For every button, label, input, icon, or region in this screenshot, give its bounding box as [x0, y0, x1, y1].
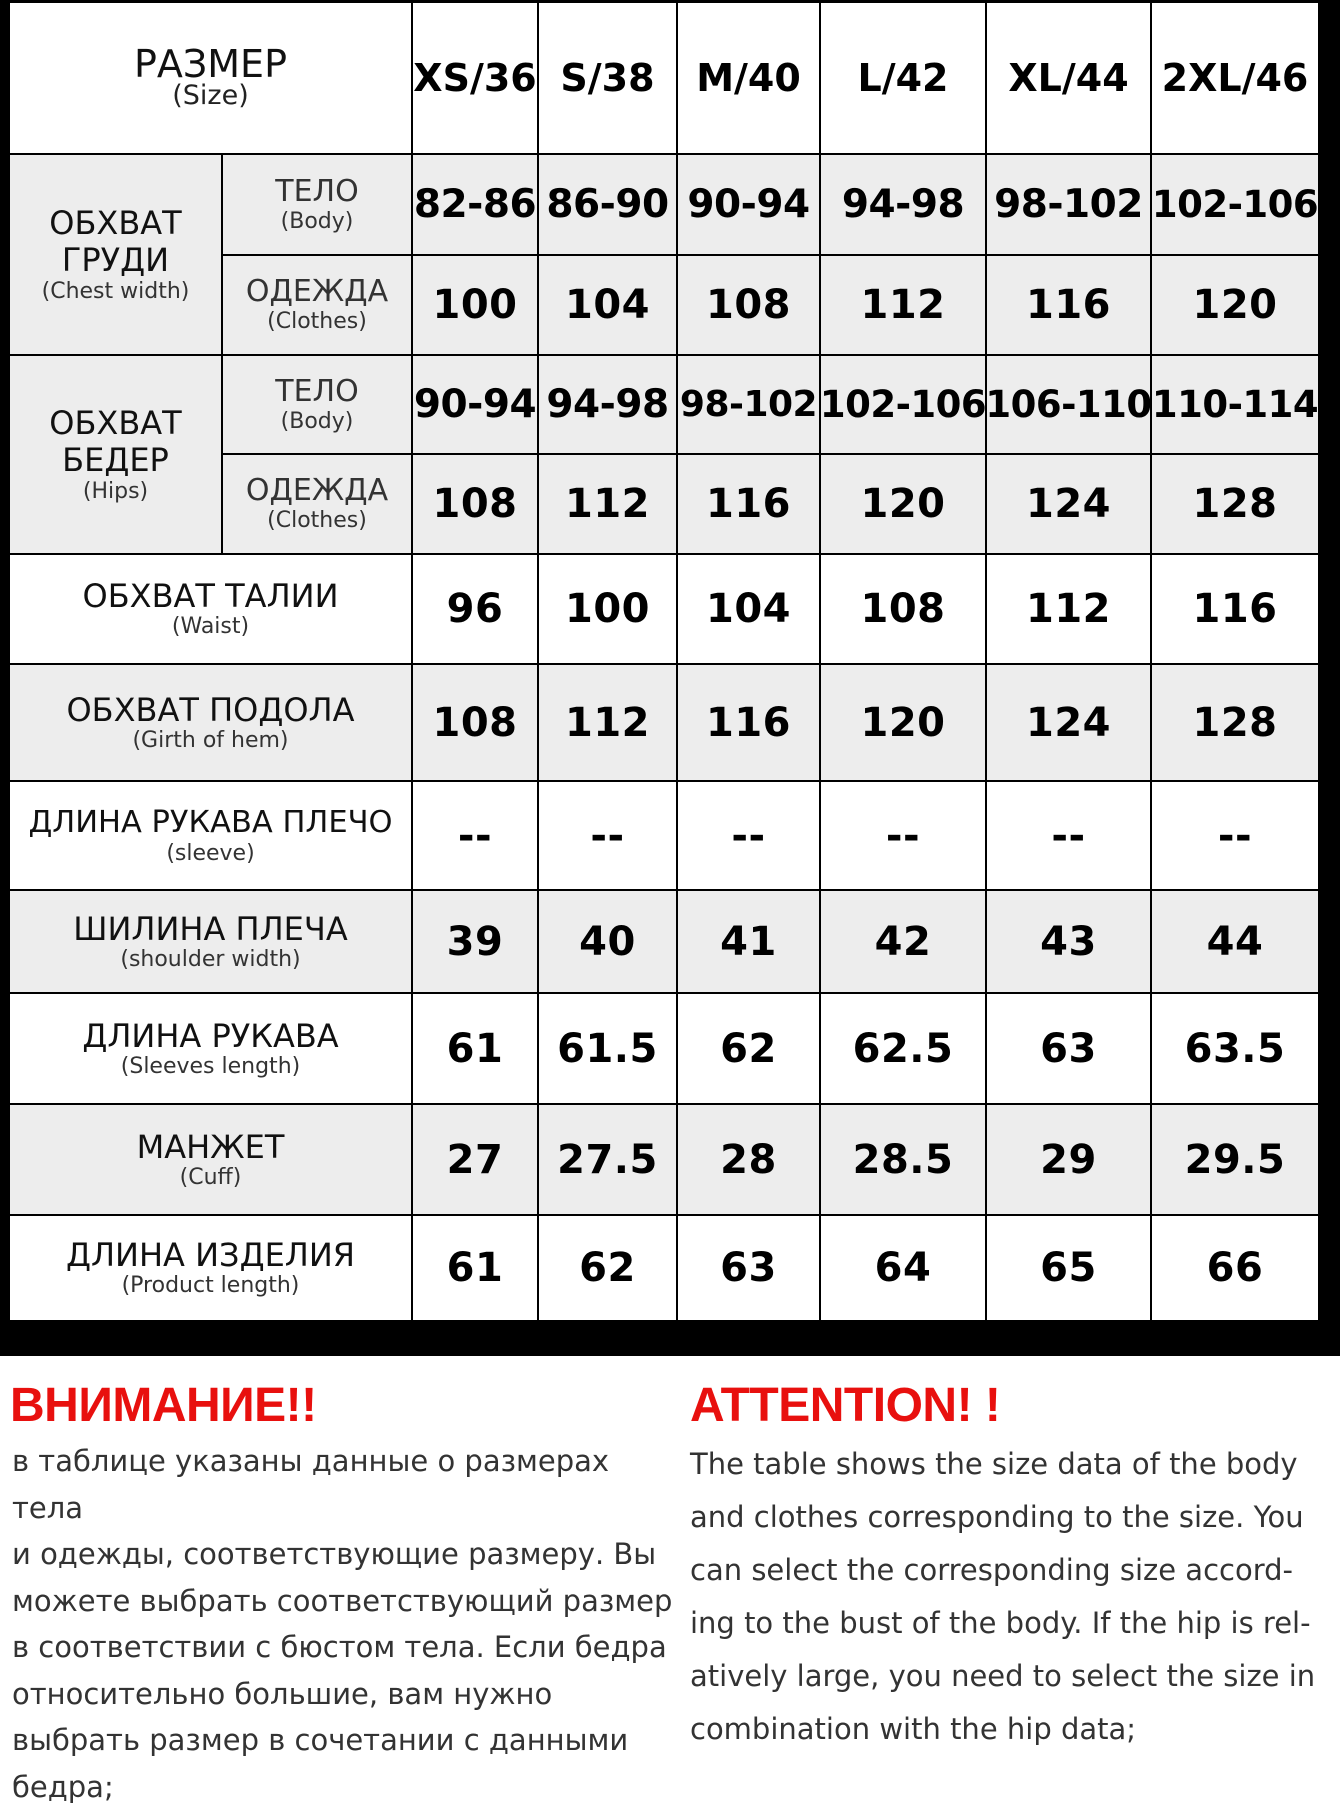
table-cell: 108 — [413, 455, 539, 555]
table-cell: 110-114 — [1152, 356, 1320, 455]
note-line: относительно большие, вам нужно — [12, 1671, 677, 1718]
table-cell: 116 — [678, 665, 821, 782]
shoulder-sleeve-label: ДЛИНА РУКАВА ПЛЕЧО (sleeve) — [10, 782, 413, 891]
note-line: можете выбрать соответствующий размер — [12, 1578, 677, 1625]
table-cell: 82-86 — [413, 155, 539, 256]
table-cell: 63.5 — [1152, 994, 1320, 1105]
table-cell: 61.5 — [539, 994, 678, 1105]
table-cell: 120 — [821, 665, 987, 782]
table-cell: 108 — [821, 555, 987, 665]
size-col-header: 2XL/46 — [1152, 3, 1320, 155]
table-cell: 124 — [987, 665, 1152, 782]
table-cell: 43 — [987, 891, 1152, 994]
table-cell: 65 — [987, 1216, 1152, 1322]
chest-body-label: ТЕЛО (Body) — [223, 155, 413, 256]
table-cell: 104 — [539, 256, 678, 356]
table-cell: 120 — [1152, 256, 1320, 356]
table-cell: 116 — [987, 256, 1152, 356]
table-cell: 106-110 — [987, 356, 1152, 455]
table-cell: 104 — [678, 555, 821, 665]
table-cell: 61 — [413, 1216, 539, 1322]
size-col-header: S/38 — [539, 3, 678, 155]
cuff-label: МАНЖЕТ (Cuff) — [10, 1105, 413, 1216]
size-header-cell — [10, 3, 413, 155]
chest-clothes-label: ОДЕЖДА (Clothes) — [223, 256, 413, 356]
attention-title-en: ATTENTION! ! — [690, 1378, 1000, 1433]
table-cell: 63 — [678, 1216, 821, 1322]
table-cell: 100 — [539, 555, 678, 665]
attention-text-ru — [12, 1438, 677, 1810]
table-cell: 124 — [987, 455, 1152, 555]
attention-text-en — [690, 1438, 1330, 1756]
sleeve-length-label: ДЛИНА РУКАВА (Sleeves length) — [10, 994, 413, 1105]
table-cell: -- — [987, 782, 1152, 891]
table-cell: 44 — [1152, 891, 1320, 994]
table-cell: 61 — [413, 994, 539, 1105]
table-cell: 98-102 — [987, 155, 1152, 256]
table-cell: 41 — [678, 891, 821, 994]
table-cell: 27 — [413, 1105, 539, 1216]
table-cell: 64 — [821, 1216, 987, 1322]
table-cell: 42 — [821, 891, 987, 994]
table-cell: 29.5 — [1152, 1105, 1320, 1216]
note-line: бедра; — [12, 1764, 677, 1810]
note-line: atively large, you need to select the size in — [690, 1650, 1330, 1703]
table-cell: 39 — [413, 891, 539, 994]
table-cell: 29 — [987, 1105, 1152, 1216]
table-cell: 102-106 — [1152, 155, 1320, 256]
table-cell: 108 — [413, 665, 539, 782]
hips-clothes-label: ОДЕЖДА (Clothes) — [223, 455, 413, 555]
size-col-header: XS/36 — [413, 3, 539, 155]
note-line: в соответствии с бюстом тела. Если бедра — [12, 1624, 677, 1671]
table-cell: 28.5 — [821, 1105, 987, 1216]
note-line: and clothes corresponding to the size. You — [690, 1491, 1330, 1544]
note-line: combination with the hip data; — [690, 1703, 1330, 1756]
note-line: ing to the bust of the body. If the hip is rel- — [690, 1597, 1330, 1650]
table-cell: 128 — [1152, 665, 1320, 782]
table-cell: 62 — [678, 994, 821, 1105]
table-cell: -- — [1152, 782, 1320, 891]
hips-body-label: ТЕЛО (Body) — [223, 356, 413, 455]
table-cell: -- — [413, 782, 539, 891]
table-cell: 62 — [539, 1216, 678, 1322]
note-line: can select the corresponding size accord- — [690, 1544, 1330, 1597]
table-cell: 27.5 — [539, 1105, 678, 1216]
attention-title-ru: ВНИМАНИЕ!! — [10, 1378, 317, 1433]
table-cell: -- — [821, 782, 987, 891]
table-cell: 28 — [678, 1105, 821, 1216]
table-cell: 100 — [413, 256, 539, 356]
table-cell: 112 — [987, 555, 1152, 665]
table-cell: 94-98 — [821, 155, 987, 256]
size-col-header: L/42 — [821, 3, 987, 155]
table-cell: 128 — [1152, 455, 1320, 555]
table-cell: -- — [678, 782, 821, 891]
table-cell: 94-98 — [539, 356, 678, 455]
table-cell: 112 — [539, 455, 678, 555]
table-cell: 96 — [413, 555, 539, 665]
size-header-en: (Size) — [172, 82, 249, 110]
note-line: выбрать размер в сочетании с данными — [12, 1717, 677, 1764]
table-cell: 90-94 — [413, 356, 539, 455]
table-cell: 116 — [1152, 555, 1320, 665]
size-table — [10, 3, 1332, 1356]
table-cell: 102-106 — [821, 356, 987, 455]
shoulder-width-label: ШИЛИНА ПЛЕЧА (shoulder width) — [10, 891, 413, 994]
table-cell: 62.5 — [821, 994, 987, 1105]
table-cell: 86-90 — [539, 155, 678, 256]
size-header-ru: РАЗМЕР — [134, 46, 287, 82]
table-cell: 90-94 — [678, 155, 821, 256]
note-line: в таблице указаны данные о размерах тела — [12, 1438, 677, 1531]
hem-label: ОБХВАТ ПОДОЛА (Girth of hem) — [10, 665, 413, 782]
size-col-header: XL/44 — [987, 3, 1152, 155]
table-cell: 112 — [539, 665, 678, 782]
table-cell: 112 — [821, 256, 987, 356]
waist-label: ОБХВАТ ТАЛИИ (Waist) — [10, 555, 413, 665]
product-length-label: ДЛИНА ИЗДЕЛИЯ (Product length) — [10, 1216, 413, 1322]
table-cell: 120 — [821, 455, 987, 555]
attention-notes — [0, 1356, 1340, 1785]
chest-group-label: ОБХВАТ ГРУДИ (Chest width) — [10, 155, 223, 356]
table-cell: 98-102 — [678, 356, 821, 455]
hips-group-label: ОБХВАТ БЕДЕР (Hips) — [10, 356, 223, 555]
table-cell: 66 — [1152, 1216, 1320, 1322]
table-cell: 108 — [678, 256, 821, 356]
table-cell: -- — [539, 782, 678, 891]
note-line: и одежды, соответствующие размеру. Вы — [12, 1531, 677, 1578]
table-cell: 40 — [539, 891, 678, 994]
size-col-header: M/40 — [678, 3, 821, 155]
note-line: The table shows the size data of the body — [690, 1438, 1330, 1491]
table-cell: 116 — [678, 455, 821, 555]
table-cell: 63 — [987, 994, 1152, 1105]
